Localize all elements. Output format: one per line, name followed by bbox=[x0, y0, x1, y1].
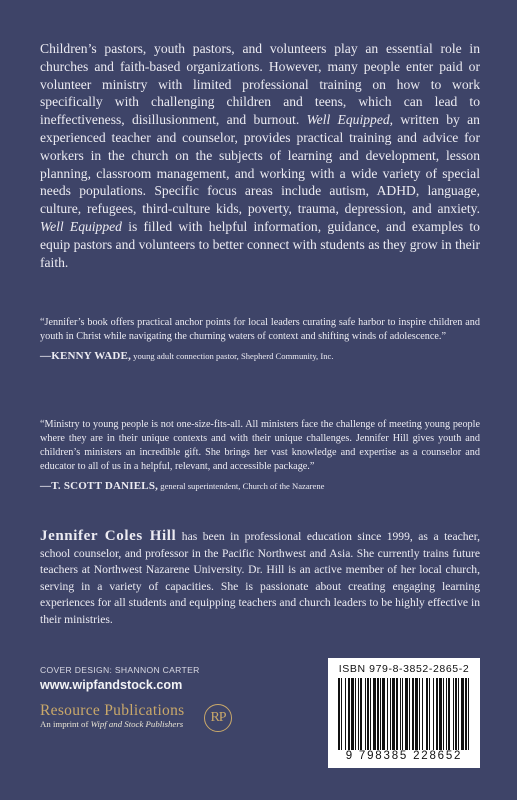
isbn-label: ISBN 979-8-3852-2865-2 bbox=[338, 663, 470, 675]
endorser-role: young adult connection pastor, Shepherd Community, Inc. bbox=[131, 351, 334, 361]
barcode-bar bbox=[429, 678, 430, 750]
publisher-block bbox=[40, 702, 184, 729]
barcode-bar bbox=[365, 678, 366, 750]
barcode-bar bbox=[396, 678, 398, 750]
barcode-bar bbox=[380, 678, 381, 750]
publisher-imprint bbox=[40, 719, 184, 729]
book-title-2: Well Equipped bbox=[40, 218, 122, 234]
barcode-bar bbox=[402, 678, 403, 750]
endorser-role: general superintendent, Church of the Nazarene bbox=[158, 481, 325, 491]
barcode-bar bbox=[439, 678, 442, 750]
barcode-bar bbox=[405, 678, 408, 750]
barcode-bar bbox=[341, 678, 342, 750]
barcode-bar bbox=[409, 678, 410, 750]
endorsement-attribution bbox=[40, 479, 480, 494]
barcode-bar bbox=[465, 678, 467, 750]
barcode-bar bbox=[358, 678, 359, 750]
endorsement-2 bbox=[40, 418, 480, 494]
barcode-bar bbox=[370, 678, 371, 750]
barcode-bar bbox=[448, 678, 450, 750]
barcode-bar bbox=[461, 678, 464, 750]
cover-design-credit: COVER DESIGN: SHANNON CARTER bbox=[40, 665, 200, 675]
barcode-bar bbox=[348, 678, 350, 750]
barcode-bar bbox=[422, 678, 423, 750]
author-bio bbox=[40, 528, 480, 629]
publisher-url: www.wipfandstock.com bbox=[40, 678, 183, 692]
author-name: Jennifer Coles Hill bbox=[40, 528, 177, 544]
back-cover-blurb bbox=[40, 40, 480, 271]
barcode-bar bbox=[382, 678, 385, 750]
endorsement-quote: “Ministry to young people is not one-size-fits-all. All ministers face the challenge of meeting young people where they are in their unique contexts and with their unique challenges. Jennifer Hill gives youth and children’s ministers an incredible gift. She brings her vast knowledge and expertise as a counselor and educator to all of us in a helpful, relevant, and accessible package.” bbox=[40, 419, 480, 472]
blurb-text-1: Children’s pastors, youth pastors, and volunteers play an essential role in churches and faith-based organizations. However, many people enter paid or volunteer ministry with limited professional training on how to work specifically with challenging children and teens, which can lead to ineffectiveness, disillusionment, and burnout. bbox=[40, 41, 480, 128]
barcode-icon bbox=[338, 678, 470, 750]
imprint-name: Wipf and Stock Publishers bbox=[90, 719, 184, 729]
barcode-bar bbox=[355, 678, 356, 750]
endorsement-1 bbox=[40, 316, 480, 364]
imprint-prefix: An imprint of bbox=[40, 719, 91, 729]
barcode-bar bbox=[443, 678, 444, 750]
barcode-bar bbox=[390, 678, 391, 750]
barcode-digits: 9 798385 228652 bbox=[345, 750, 463, 762]
barcode-bar bbox=[392, 678, 395, 750]
barcode-bar bbox=[446, 678, 447, 750]
barcode-bar bbox=[453, 678, 454, 750]
barcode-bar bbox=[468, 678, 469, 750]
barcode-panel bbox=[328, 658, 480, 768]
endorser-name: —KENNY WADE, bbox=[40, 350, 132, 362]
barcode-bar bbox=[387, 678, 388, 750]
author-bio-text: has been in professional education since 1999, as a teacher, school counselor, and professor in the Pacific Northwest and Asia. She currently trains future teachers at Northwest Nazarene University. Dr. Hill is an active member of her local church, serving in a variety of capacities. She is passionate about creating engaging learning experiences for all students and equipping teachers and church leaders to be highly effective in their ministries. bbox=[40, 530, 480, 626]
endorsement-quote: “Jennifer’s book offers practical anchor points for local leaders curating safe harbor to inspire children and youth in Christ while navigating the churning waters of context and shifting winds of adolescence.” bbox=[40, 317, 480, 342]
endorser-name: —T. SCOTT DANIELS, bbox=[40, 480, 159, 492]
barcode-bar bbox=[338, 678, 340, 750]
barcode-bar bbox=[433, 678, 434, 750]
barcode-bar bbox=[345, 678, 346, 750]
barcode-bar bbox=[351, 678, 354, 750]
barcode-bar bbox=[436, 678, 438, 750]
barcode-bar bbox=[412, 678, 414, 750]
barcode-bar bbox=[360, 678, 362, 750]
endorsement-attribution bbox=[40, 349, 480, 364]
blurb-text-2: , written by an experienced teacher and counselor, provides practical training and advice for workers in the church on the subjects of learning and development, lesson planning, classroom management, and working with a wide variety of special needs populations. Specific focus areas include autism, ADHD, language, culture, refugees, third-culture kids, poverty, trauma, depression, and anxiety. bbox=[40, 112, 480, 217]
barcode-bar bbox=[426, 678, 428, 750]
barcode-bar bbox=[373, 678, 376, 750]
publisher-logo-icon: RP bbox=[204, 704, 232, 732]
book-title-1: Well Equipped bbox=[306, 112, 390, 128]
barcode-bar bbox=[415, 678, 418, 750]
barcode-bar bbox=[367, 678, 369, 750]
publisher-name: Resource Publications bbox=[40, 702, 185, 719]
blurb-text-3: is filled with helpful information, guidance, and examples to equip pastors and volunteers to better connect with students as they grow in their faith. bbox=[40, 218, 480, 270]
barcode-bar bbox=[458, 678, 459, 750]
barcode-bar bbox=[419, 678, 420, 750]
barcode-bar bbox=[400, 678, 401, 750]
barcode-bar bbox=[377, 678, 379, 750]
barcode-bar bbox=[455, 678, 457, 750]
